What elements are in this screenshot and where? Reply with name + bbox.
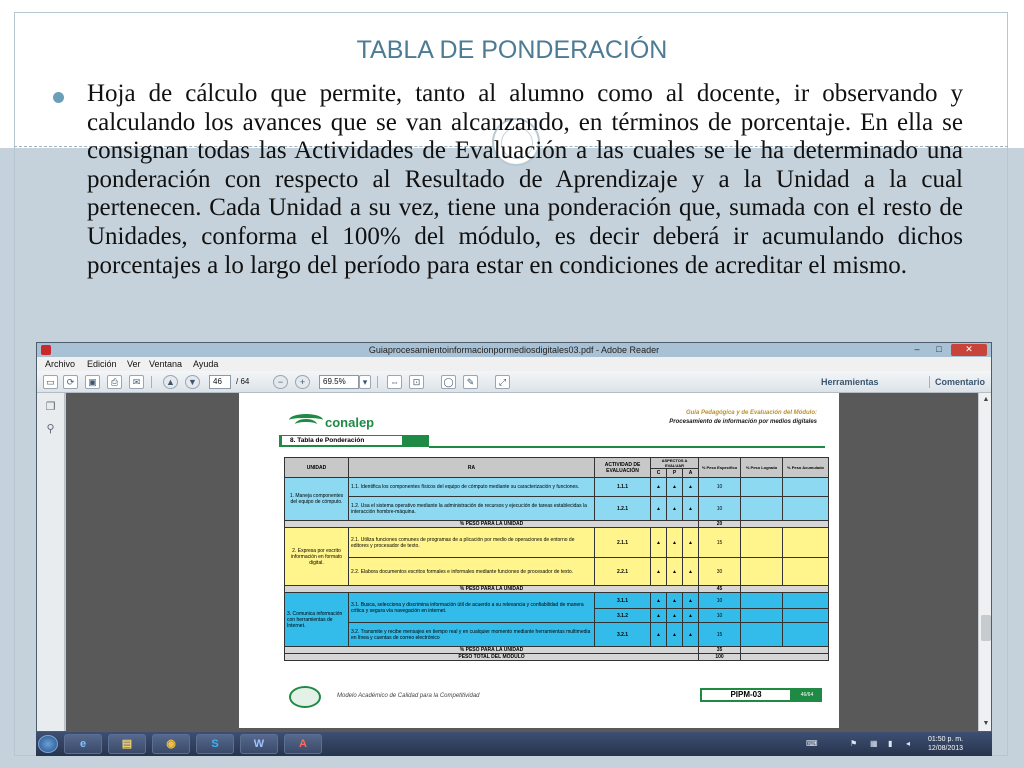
peso-acumulado-cell — [783, 478, 829, 497]
total-empty — [741, 654, 829, 661]
zoom-dropdown-chevron-icon[interactable]: ▾ — [359, 375, 371, 389]
slide-body-text: Hoja de cálculo que permite, tanto al alumno como al docente, ir observando y calculando los avances que se van alcanzando, en términos de porcentaje. En ella se consignan todas las Actividades de Evaluación a las cuales se le ha determinado una ponderación con respecto al Resultado de Aprendizaje y a la Unidad a la cual pertenecen. Cada Unidad a su vez, tiene una ponderación que, sumada con el resto de Unidades, conforma el 100% del módulo, es decir deberá ir acumulando dichos porcentajes a lo largo del período para estar en condiciones de acreditar el mismo. — [87, 80, 963, 279]
peso-logrado-cell — [741, 497, 783, 521]
peso-logrado-cell — [741, 609, 783, 623]
subtotal-empty — [741, 647, 829, 654]
zoom-level-input[interactable]: 69.5% — [319, 375, 359, 389]
close-button[interactable]: ✕ — [951, 344, 987, 356]
ra-cell: 1.2. Usa el sistema operativo mediante la administración de recursos y ejecución de tareas establecidas la interacción hombre-máquina. — [349, 497, 595, 521]
taskbar — [36, 732, 992, 756]
triangle-icon: ▲ — [683, 609, 699, 623]
subtotal-label: % PESO PARA LA UNIDAD — [285, 521, 699, 528]
conalep-logo-text: conalep — [325, 415, 375, 430]
triangle-icon: ▲ — [683, 478, 699, 497]
activity-cell: 3.1.1 — [595, 593, 651, 609]
peso-acumulado-cell — [783, 497, 829, 521]
document-code: PIPM-03 — [700, 688, 792, 702]
toolbar-separator — [377, 376, 378, 388]
unit-subtotal-row — [285, 586, 829, 593]
expand-icon[interactable]: ⤢ — [495, 375, 510, 389]
menu-archivo[interactable]: Archivo — [45, 359, 76, 369]
triangle-icon: ▲ — [667, 497, 683, 521]
zoom-in-icon[interactable]: + — [295, 375, 310, 389]
peso-logrado-cell — [741, 623, 783, 647]
peso-especifico-cell: 10 — [699, 593, 741, 609]
comment-button[interactable]: Comentario — [935, 377, 986, 387]
header-ra: RA — [349, 458, 595, 478]
triangle-icon: ▲ — [667, 593, 683, 609]
peso-acumulado-cell — [783, 609, 829, 623]
peso-especifico-cell: 15 — [699, 623, 741, 647]
activity-cell: 1.1.1 — [595, 478, 651, 497]
triangle-icon: ▲ — [651, 623, 667, 647]
peso-logrado-cell — [741, 528, 783, 558]
toolbar — [37, 371, 991, 393]
navigation-panel — [37, 393, 65, 732]
page-total: / 64 — [236, 377, 250, 386]
peso-especifico-cell: 15 — [699, 528, 741, 558]
triangle-icon: ▲ — [651, 593, 667, 609]
triangle-icon: ▲ — [683, 558, 699, 586]
subtotal-value: 45 — [699, 586, 741, 593]
skype-icon[interactable]: S — [196, 734, 234, 754]
adobe-reader-taskbar-icon[interactable]: A — [284, 734, 322, 754]
module-total-row — [285, 654, 829, 661]
menu-ventana[interactable]: Ventana — [149, 359, 183, 369]
peso-logrado-cell — [741, 558, 783, 586]
peso-acumulado-cell — [783, 623, 829, 647]
triangle-icon: ▲ — [667, 478, 683, 497]
total-label: PESO TOTAL DEL MÓDULO — [285, 654, 699, 661]
activity-cell: 2.1.1 — [595, 528, 651, 558]
triangle-icon: ▲ — [651, 528, 667, 558]
page-number-input[interactable]: 46 — [209, 375, 231, 389]
triangle-icon: ▲ — [667, 558, 683, 586]
triangle-icon: ▲ — [651, 558, 667, 586]
guide-subtitle: Procesamiento de información por medios digitales — [669, 419, 817, 425]
table-row — [285, 593, 829, 609]
peso-especifico-cell: 30 — [699, 558, 741, 586]
header-peso-logrado: % Peso Logrado — [741, 458, 783, 478]
create-pdf-icon[interactable]: ⟳ — [63, 375, 78, 389]
document-viewport — [66, 393, 978, 732]
header-actividad: ACTIVIDAD DE EVALUACIÓN — [595, 458, 651, 478]
peso-logrado-cell — [741, 593, 783, 609]
triangle-icon: ▲ — [651, 497, 667, 521]
open-folder-icon[interactable]: ▭ — [43, 375, 58, 389]
ra-cell: 2.2. Elabora documentos escritos formales e informales mediante funciones de procesador de texto. — [349, 558, 595, 586]
conalep-logo-icon — [289, 414, 323, 426]
word-icon[interactable]: W — [240, 734, 278, 754]
subtotal-value: 35 — [699, 647, 741, 654]
internet-explorer-icon[interactable]: e — [64, 734, 102, 754]
activity-cell: 1.2.1 — [595, 497, 651, 521]
scroll-down-icon[interactable]: ▼ — [982, 719, 990, 727]
subtotal-label: % PESO PARA LA UNIDAD — [285, 586, 699, 593]
previous-page-icon[interactable]: ▲ — [163, 375, 178, 389]
document-page-label: 46/64 — [792, 688, 822, 702]
slide-title: TABLA DE PONDERACIÓN — [356, 36, 668, 64]
bullet-icon — [53, 92, 64, 103]
table-row — [285, 558, 829, 586]
header-peso-acumulado: % Peso Acumulado — [783, 458, 829, 478]
menu-bar — [37, 357, 991, 371]
adobe-reader-window — [36, 342, 992, 732]
peso-especifico-cell: 10 — [699, 478, 741, 497]
pdf-page — [239, 393, 839, 728]
table-row — [285, 528, 829, 558]
tray-app-icon[interactable]: ▦ — [870, 739, 878, 748]
peso-acumulado-cell — [783, 528, 829, 558]
clock-time: 01:50 p. m. — [928, 736, 964, 743]
scroll-up-icon[interactable]: ▲ — [982, 395, 990, 403]
window-titlebar[interactable] — [37, 343, 991, 357]
unit-name: 2. Expresa por escrito información en formato digital. — [285, 528, 349, 586]
triangle-icon: ▲ — [651, 478, 667, 497]
scroll-thumb[interactable] — [981, 615, 991, 641]
total-value: 100 — [699, 654, 741, 661]
file-explorer-icon[interactable]: ▤ — [108, 734, 146, 754]
triangle-icon: ▲ — [667, 623, 683, 647]
print-icon[interactable]: ⎙ — [107, 375, 122, 389]
window-title: Guiaprocesamientoinformacionpormediosdigitales03.pdf - Adobe Reader — [368, 345, 660, 355]
ra-cell: 2.1. Utiliza funciones comunes de programas de a plicación por medio de operaciones de entorno de editores y procesador de texto. — [349, 528, 595, 558]
activity-cell: 3.1.2 — [595, 609, 651, 623]
header-aspectos: ASPECTOS A EVALUAR — [651, 458, 699, 469]
header-c: C — [651, 469, 667, 478]
volume-icon[interactable]: ◂ — [906, 739, 911, 748]
triangle-icon: ▲ — [667, 528, 683, 558]
email-icon[interactable]: ✉ — [129, 375, 144, 389]
header-p: P — [667, 469, 683, 478]
system-clock[interactable] — [928, 735, 963, 753]
attachment-icon[interactable]: ⚲ — [46, 423, 55, 435]
table-header-row — [285, 458, 829, 469]
subtotal-empty — [741, 521, 829, 528]
triangle-icon: ▲ — [667, 609, 683, 623]
peso-acumulado-cell — [783, 593, 829, 609]
highlight-icon[interactable]: ✎ — [463, 375, 478, 389]
unit-subtotal-row — [285, 521, 829, 528]
comment-icon[interactable]: ◯ — [441, 375, 456, 389]
subtotal-label: % PESO PARA LA UNIDAD — [285, 647, 699, 654]
triangle-icon: ▲ — [683, 623, 699, 647]
ra-cell: 1.1. Identifica los componentes físicos del equipo de cómputo mediante su caracterización y funciones. — [349, 478, 595, 497]
menu-edicion[interactable]: Edición — [87, 359, 117, 369]
flag-icon[interactable]: ⚑ — [850, 739, 858, 748]
zoom-out-icon[interactable]: − — [273, 375, 288, 389]
header-peso-especifico: % Peso Específico — [699, 458, 741, 478]
save-icon[interactable]: ▣ — [85, 375, 100, 389]
minimize-button[interactable]: – — [914, 344, 920, 354]
section-rule — [429, 446, 825, 448]
activity-cell: 3.2.1 — [595, 623, 651, 647]
ra-cell: 3.2. Transmite y recibe mensajes en tiempo real y en cualquier momento mediante herramientas multimedia en línea y cuentas de correo electrónico — [349, 623, 595, 647]
peso-especifico-cell: 10 — [699, 497, 741, 521]
fit-page-icon[interactable]: ⊡ — [409, 375, 424, 389]
triangle-icon: ▲ — [683, 528, 699, 558]
next-page-icon[interactable]: ▼ — [185, 375, 200, 389]
pages-thumbnail-icon[interactable]: ❐ — [45, 401, 56, 413]
network-icon[interactable]: ▮ — [888, 739, 893, 748]
triangle-icon: ▲ — [683, 497, 699, 521]
toolbar-separator — [929, 376, 930, 388]
footer-text: Modelo Académico de Calidad para la Competitividad — [337, 693, 480, 699]
triangle-icon: ▲ — [683, 593, 699, 609]
tools-button[interactable]: Herramientas — [821, 377, 879, 387]
peso-especifico-cell: 10 — [699, 609, 741, 623]
unit-subtotal-row — [285, 647, 829, 654]
subtotal-empty — [741, 586, 829, 593]
header-a: A — [683, 469, 699, 478]
toolbar-separator — [151, 376, 152, 388]
start-button-icon[interactable] — [38, 735, 58, 753]
menu-ver[interactable]: Ver — [127, 359, 141, 369]
keyboard-icon[interactable]: ⌨ — [806, 739, 818, 748]
ponderacion-table — [284, 457, 829, 661]
table-row — [285, 623, 829, 647]
unit-name: 1. Maneja componentes del equipo de cómputo. — [285, 478, 349, 521]
guide-title: Guía Pedagógica y de Evaluación del Módulo: — [685, 410, 817, 416]
menu-ayuda[interactable]: Ayuda — [193, 359, 219, 369]
footer-logo-icon — [289, 686, 321, 708]
section-heading: 8. Tabla de Ponderación — [282, 436, 402, 446]
peso-logrado-cell — [741, 478, 783, 497]
table-row — [285, 478, 829, 497]
table-row — [285, 497, 829, 521]
subtotal-value: 20 — [699, 521, 741, 528]
triangle-icon: ▲ — [651, 609, 667, 623]
ra-cell: 3.1. Busca, selecciona y discrimina información útil de acuerdo a su relevancia y confiabilidad de manera crítica y segura vía navegación en internet. — [349, 593, 595, 623]
clock-date: 12/08/2013 — [928, 745, 964, 752]
fit-width-icon[interactable]: ⇔ — [387, 375, 402, 389]
vertical-scrollbar[interactable] — [978, 393, 992, 732]
header-unidad: UNIDAD — [285, 458, 349, 478]
chrome-icon[interactable]: ◉ — [152, 734, 190, 754]
unit-name: 3. Comunica información con herramientas de Internet. — [285, 593, 349, 647]
peso-acumulado-cell — [783, 558, 829, 586]
maximize-button[interactable]: □ — [936, 344, 942, 354]
activity-cell: 2.2.1 — [595, 558, 651, 586]
